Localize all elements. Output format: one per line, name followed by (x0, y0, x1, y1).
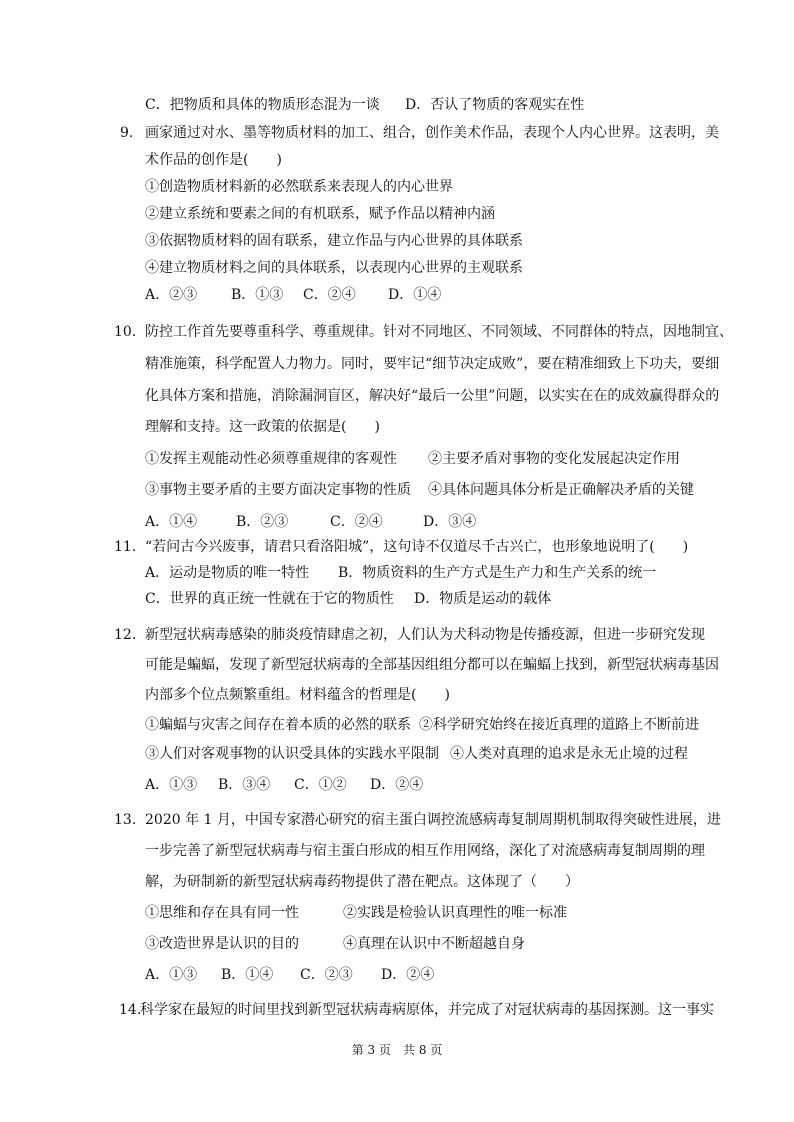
q11-option-a: A．运动是物质的唯一特性 (145, 565, 310, 581)
q12-stem-line1: 新型冠状病毒感染的肺炎疫情肆虐之初，人们认为犬科动物是传播疫源，但进一步研究发现 (145, 627, 705, 643)
q13-option-c: C．②③ (300, 967, 353, 983)
q10-statement-1: ①发挥主观能动性必须尊重规律的客观性 (145, 451, 397, 467)
q10-number: 10. (114, 324, 137, 340)
q8-option-c: C．把物质和具体的物质形态混为一谈 (145, 97, 380, 113)
q14-stem-line1: 科学家在最短的时间里找到新型冠状病毒病原体，并完成了对冠状病毒的基因探测。这一事实 (140, 1002, 714, 1018)
q13-stem-line3: 解，为研制新的新型冠状病毒药物提供了潜在靶点。这体现了（ ） (145, 874, 579, 890)
q11-stem-line1: “若问古今兴废事，请君只看洛阳城”，这句诗不仅道尽千古兴亡，也形象地说明了( ) (145, 539, 689, 555)
q12-option-b: B．③④ (218, 777, 271, 793)
q10-stem-line1: 防控工作首先要尊重科学、尊重规律。针对不同地区、不同领域、不同群体的特点，因地制宜、 (145, 324, 733, 340)
q10-option-d: D．③④ (423, 514, 477, 530)
q10-stem-line4: 理解和支持。这一政策的依据是( ) (145, 419, 380, 435)
q8-option-d: D．否认了物质的客观实在性 (405, 97, 585, 113)
q10-statement-3: ③事物主要矛盾的主要方面决定事物的性质 (145, 482, 411, 498)
q14-number: 14. (119, 1002, 142, 1018)
q12-stem-line3: 内部多个位点频繁重组。材料蕴含的哲理是( ) (145, 687, 450, 703)
q10-stem-line3: 化具体方案和措施，消除漏洞盲区，解决好“最后一公里”问题，以实实在在的成效赢得群众的 (145, 388, 720, 404)
q9-option-c: C．②④ (303, 287, 356, 303)
q10-stem-line2: 精准施策，科学配置人力物力。同时，要牢记“细节决定成败”，要在精准细致上下功夫，要细 (145, 356, 720, 372)
q12-option-d: D．②④ (370, 777, 424, 793)
q12-statement-4: ④人类对真理的追求是永无止境的过程 (450, 746, 688, 762)
q9-stem-line1: 画家通过对水、墨等物质材料的加工、组合，创作美术作品，表现个人内心世界。这表明，美 (145, 125, 719, 141)
q10-option-a: A．①④ (145, 514, 198, 530)
q11-option-c: C．世界的真正统一性就在于它的物质性 (145, 591, 394, 607)
q10-statement-4: ④具体问题具体分析是正确解决矛盾的关键 (428, 482, 694, 498)
q13-number: 13. (114, 812, 137, 828)
q11-option-b: B．物质资料的生产方式是生产力和生产关系的统一 (338, 565, 657, 581)
q9-number: 9. (120, 125, 134, 141)
q9-statement-3: ③依据物质材料的固有联系，建立作品与内心世界的具体联系 (145, 233, 523, 249)
q13-option-d: D．②④ (381, 967, 435, 983)
q13-stem-line2: 一步完善了新型冠状病毒与宿主蛋白形成的相互作用网络，深化了对流感病毒复制周期的理 (145, 843, 705, 859)
q9-option-b: B．①③ (231, 287, 284, 303)
q10-option-c: C．②④ (330, 514, 383, 530)
q12-option-c: C．①② (294, 777, 347, 793)
q10-option-b: B．②③ (236, 514, 289, 530)
q12-option-a: A．①③ (145, 777, 198, 793)
q9-option-a: A．②③ (145, 287, 198, 303)
q13-statement-4: ④真理在认识中不断超越自身 (343, 936, 525, 952)
q12-statement-3: ③人们对客观事物的认识受具体的实践水平限制 (145, 746, 439, 762)
q9-stem-line2: 术作品的创作是( ) (145, 152, 282, 168)
q13-statement-1: ①思维和存在具有同一性 (145, 905, 299, 921)
q12-statement-1: ①蝙蝠与灾害之间存在着本质的必然的联系 (145, 717, 411, 733)
q12-statement-2: ②科学研究始终在接近真理的道路上不断前进 (419, 717, 699, 733)
q10-statement-2: ②主要矛盾对事物的变化发展起决定作用 (428, 451, 680, 467)
q11-option-d: D．物质是运动的载体 (414, 591, 552, 607)
q13-option-b: B．①④ (221, 967, 274, 983)
q13-statement-2: ②实践是检验认识真理性的唯一标准 (343, 905, 567, 921)
q11-number: 11. (114, 539, 137, 555)
q12-number: 12. (114, 627, 137, 643)
q9-statement-4: ④建立物质材料之间的具体联系，以表现内心世界的主观联系 (145, 260, 523, 276)
q13-stem-line1: 2020 年 1 月，中国专家潜心研究的宿主蛋白调控流感病毒复制周期机制取得突破性进展，进 (145, 812, 721, 828)
q12-stem-line2: 可能是蝙蝠，发现了新型冠状病毒的全部基因组组分都可以在蝙蝠上找到，新型冠状病毒基因 (145, 657, 719, 673)
q13-option-a: A．①③ (145, 967, 198, 983)
q13-statement-3: ③改造世界是认识的目的 (145, 936, 299, 952)
q9-statement-1: ①创造物质材料新的必然联系来表现人的内心世界 (145, 179, 453, 195)
q9-option-d: D．①④ (388, 287, 442, 303)
q9-statement-2: ②建立系统和要素之间的有机联系，赋予作品以精神内涵 (145, 206, 495, 222)
page-footer: 第 3 页 共 8 页 (351, 1043, 443, 1057)
